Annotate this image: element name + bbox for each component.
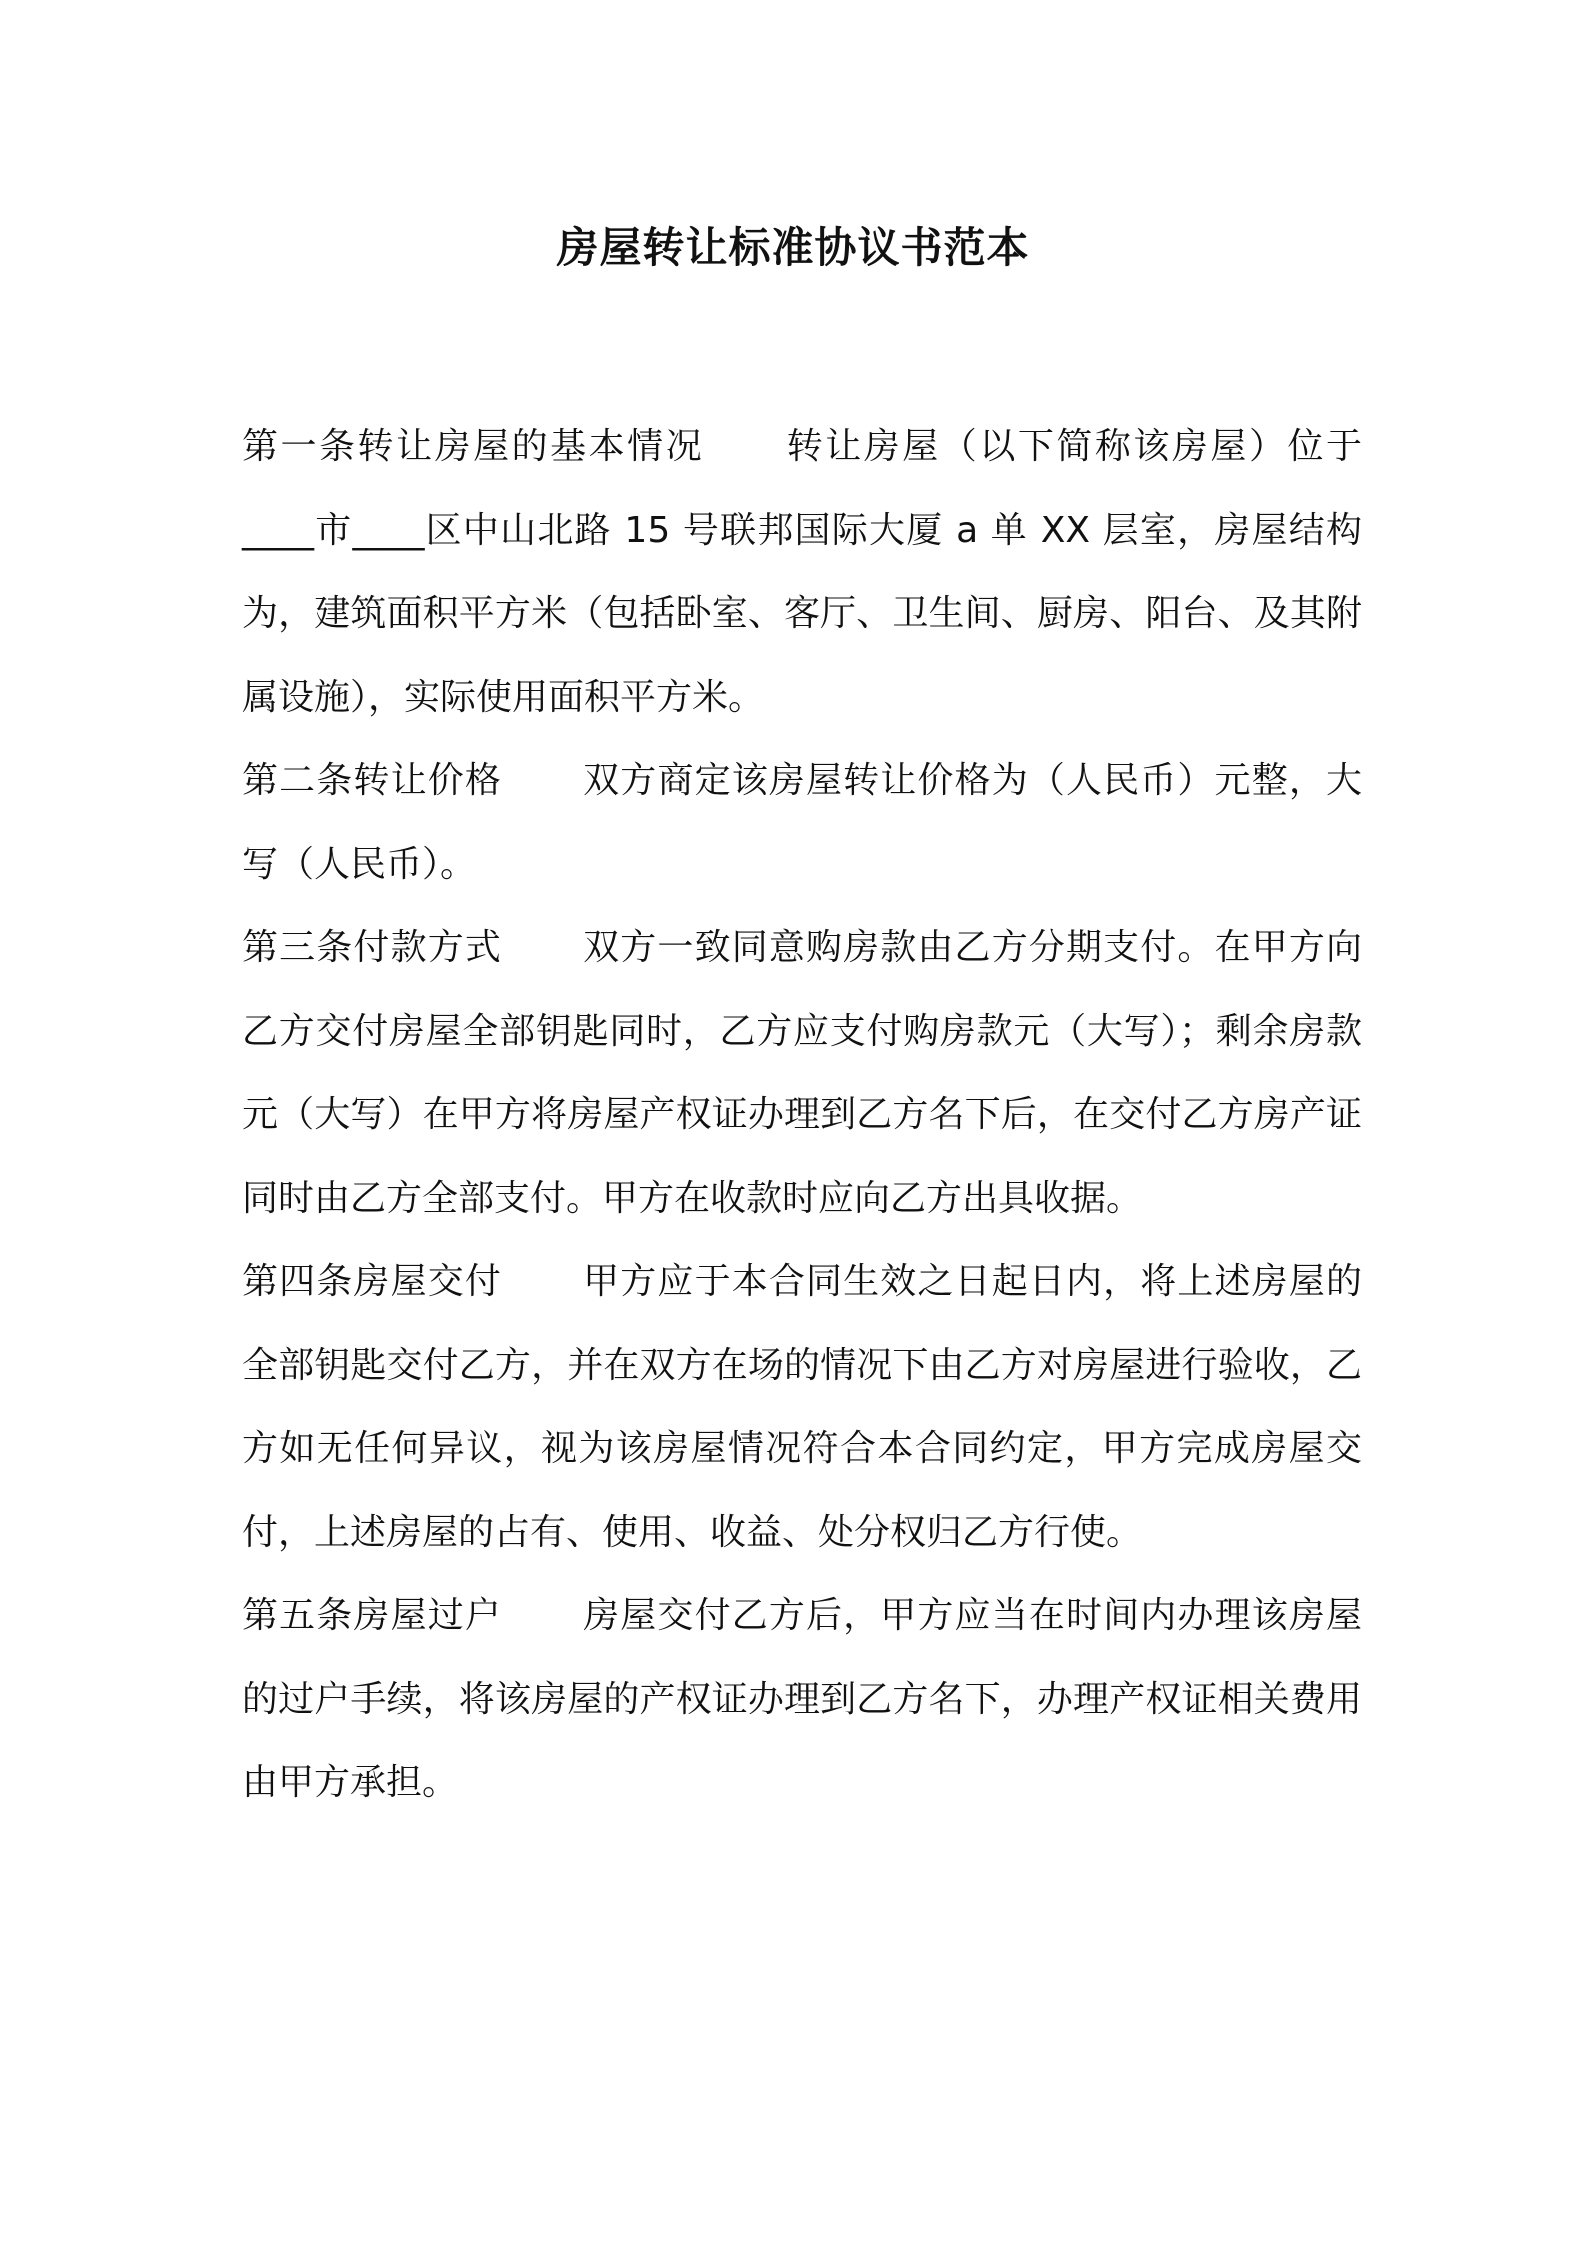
clause-3 xyxy=(242,906,1362,1240)
clause-4 xyxy=(242,1240,1362,1574)
clause-5-heading: 第五条房屋过户 xyxy=(242,1595,502,1636)
clause-2-heading: 第二条转让价格 xyxy=(242,760,502,801)
clause-3-text: 双方一致同意购房款由乙方分期支付。在甲方向乙方交付房屋全部钥匙同时，乙方应支付购房款元（大写）；剩余房款元（大写）在甲方将房屋产权证办理到乙方名下后，在交付乙方房产证同时由乙方全部支付。甲方在收款时应向乙方出具收据。 xyxy=(242,927,1362,1219)
clause-4-text: 甲方应于本合同生效之日起日内，将上述房屋的全部钥匙交付乙方，并在双方在场的情况下由乙方对房屋进行验收，乙方如无任何异议，视为该房屋情况符合本合同约定，甲方完成房屋交付，上述房屋的占有、使用、收益、处分权归乙方行使。 xyxy=(242,1261,1362,1553)
clause-5 xyxy=(242,1574,1362,1825)
clause-2 xyxy=(242,739,1362,906)
clause-1-text: 转让房屋（以下简称该房屋）位于____市____区中山北路 15 号联邦国际大厦 a 单 XX 层室，房屋结构为，建筑面积平方米（包括卧室、客厅、卫生间、厨房、阳台、及其附属设施），实际使用面积平方米。 xyxy=(242,426,1362,718)
clause-1-heading: 第一条转让房屋的基本情况 xyxy=(242,426,705,467)
clause-1 xyxy=(242,405,1362,739)
clause-4-heading: 第四条房屋交付 xyxy=(242,1261,502,1302)
clause-5-text: 房屋交付乙方后，甲方应当在时间内办理该房屋的过户手续，将该房屋的产权证办理到乙方名下，办理产权证相关费用由甲方承担。 xyxy=(242,1595,1362,1803)
document-body xyxy=(242,405,1362,1825)
clause-3-heading: 第三条付款方式 xyxy=(242,927,502,968)
clause-2-text: 双方商定该房屋转让价格为（人民币）元整，大写（人民币）。 xyxy=(242,760,1362,885)
document-title: 房屋转让标准协议书范本 xyxy=(556,223,1030,272)
